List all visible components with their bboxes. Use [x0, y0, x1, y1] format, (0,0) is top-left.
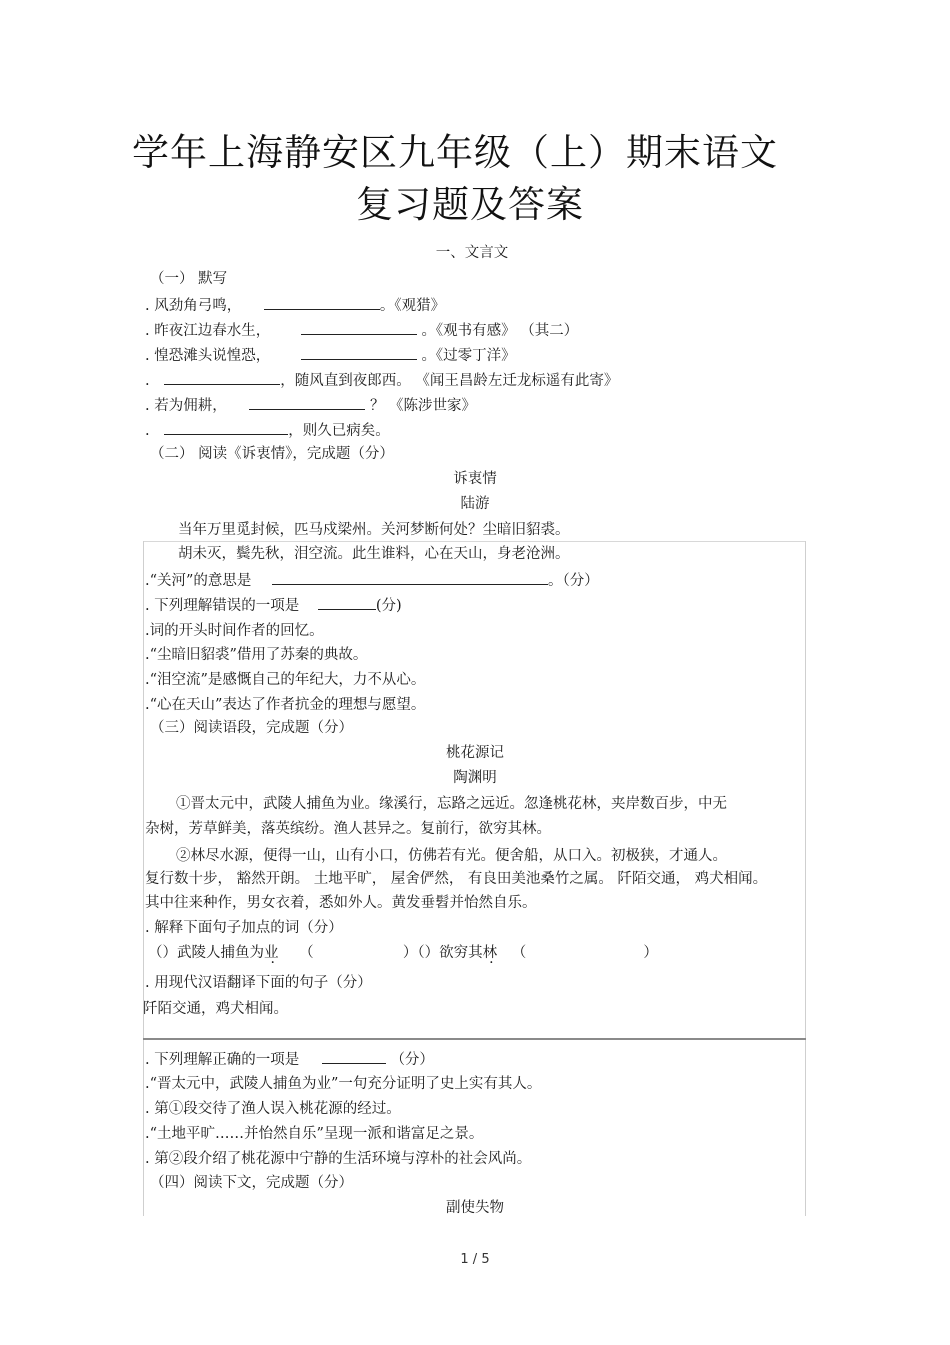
part2-q2	[145, 595, 402, 615]
poem-author: 陆游	[460, 496, 490, 512]
part3-heading: （三）阅读语段，完成题（分）	[150, 720, 353, 736]
q-text-pre: 惶恐滩头说惶恐，	[154, 348, 271, 364]
part3-q2-sentence: 阡陌交通，鸡犬相闻。	[143, 1001, 288, 1017]
q-text-post: ，随风直到夜郎西。 《闻王昌龄左迁龙标遥有此寄》	[280, 373, 619, 389]
paragraph-2-line-1: ②林尽水源，便得一山，山有小口，仿佛若有光。便舍船，从口入。初极狭，才通人。	[176, 848, 727, 864]
q-text-pre: 风劲角弓鸣，	[154, 298, 242, 314]
box-right-rule	[805, 541, 806, 1216]
poem-line-2: 胡未灭，鬓先秋，泪空流。此生谁料，心在天山，身老沧洲。	[178, 546, 570, 562]
answer-blank[interactable]	[322, 1049, 386, 1064]
part3-option-4: . 第②段介绍了桃花源中宁静的生活环境与淳朴的社会风尚。	[145, 1151, 532, 1167]
poem-title: 诉衷情	[453, 471, 497, 487]
section-heading: 一、文言文	[435, 245, 509, 261]
answer-blank[interactable]	[318, 595, 376, 610]
poem-line-1: 当年万里觅封候，匹马戍梁州。关河梦断何处？尘暗旧貂裘。	[178, 522, 570, 538]
paren-left: （	[299, 945, 314, 961]
q-text-post: (分)	[375, 598, 402, 614]
q-text-pre: 若为佣耕，	[154, 398, 227, 414]
answer-blank[interactable]	[164, 370, 280, 385]
q1a-text: （）武陵人捕鱼为	[148, 945, 264, 961]
q-text-post: ，则久已病矣。	[288, 423, 390, 439]
part3-q1-items	[148, 944, 658, 962]
q-text-pre: . 下列理解错误的一项是	[145, 598, 300, 614]
paragraph-2-line-3: 其中往来种作，男女衣着，悉如外人。黄发垂髫并怡然自乐。	[145, 895, 537, 911]
paragraph-1-line-2: 杂树，芳草鲜美，落英缤纷。渔人甚异之。复前行，欲穷其林。	[145, 821, 551, 837]
box-top-rule	[143, 541, 806, 542]
part1-q2	[145, 320, 578, 340]
q-text-pre: 昨夜江边春水生，	[154, 323, 271, 339]
paragraph-1-line-1: ①晋太元中，武陵人捕鱼为业。缘溪行，忘路之远近。忽逢桃花林，夹岸数百步，中无	[176, 796, 727, 812]
q-text-post: ？ 《陈涉世家》	[369, 398, 477, 414]
part3-q1: . 解释下面句子加点的词（分）	[145, 920, 343, 936]
dotted-word: 业	[264, 945, 279, 961]
answer-blank[interactable]	[272, 570, 548, 585]
q-text-post: 。（分）	[548, 573, 599, 589]
part1-heading: （一） 默写	[150, 271, 228, 287]
q-number: .	[145, 298, 150, 314]
text-author: 陶渊明	[453, 770, 497, 786]
part3-option-1: .“晋太元中，武陵人捕鱼为业”一句充分证明了史上实有其人。	[145, 1076, 542, 1092]
paren-right: ）	[643, 945, 658, 961]
page-number: 1 / 5	[460, 1252, 490, 1267]
box-left-rule	[143, 541, 144, 1216]
part3-option-2: . 第①段交待了渔人误入桃花源的经过。	[145, 1101, 401, 1117]
part1-q5	[145, 395, 476, 415]
answer-divider-rule	[143, 1038, 806, 1040]
q-text-post: 。《观书有感》 （其二）	[421, 323, 579, 339]
answer-blank[interactable]	[164, 420, 288, 435]
part3-q3	[145, 1049, 434, 1069]
q-text-pre: .“关河”的意思是	[145, 573, 252, 589]
paragraph-2-line-2: 复行数十步， 豁然开朗。 土地平旷， 屋舍俨然， 有良田美池桑竹之属。 阡陌交通， 鸡犬相闻。	[145, 871, 768, 887]
part1-q3	[145, 345, 516, 365]
q-number: .	[145, 423, 150, 439]
paren-right: ）	[402, 945, 418, 961]
answer-blank[interactable]	[249, 395, 365, 410]
q-text-post: 。《过零丁洋》	[421, 348, 516, 364]
part2-q1	[145, 570, 599, 590]
part1-q4	[145, 370, 618, 390]
part1-q1	[145, 295, 445, 315]
text-title: 桃花源记	[446, 745, 504, 761]
q-number: .	[145, 398, 150, 414]
part2-option-4: .“心在天山”表达了作者抗金的理想与愿望。	[145, 697, 426, 713]
dotted-word: 林	[482, 945, 498, 961]
answer-blank[interactable]	[301, 345, 417, 360]
part2-heading: （二） 阅读《诉衷情》，完成题（分）	[150, 446, 394, 462]
q-text-post: （分）	[390, 1052, 434, 1068]
part3-option-3: .“土地平旷……并怡然自乐”呈现一派和谐富足之景。	[145, 1126, 484, 1142]
q-text-pre: . 下列理解正确的一项是	[145, 1052, 300, 1068]
paren-left: （	[511, 945, 527, 961]
q-text-post: 。《观猎》	[379, 298, 446, 314]
q1b-text: （）欲穷其	[417, 945, 483, 961]
q-number: .	[145, 373, 150, 389]
part2-option-2: .“尘暗旧貂裘”借用了苏秦的典故。	[145, 647, 368, 663]
part2-option-3: .“泪空流”是感慨自己的年纪大，力不从心。	[145, 672, 426, 688]
answer-blank[interactable]	[264, 295, 380, 310]
q-number: .	[145, 323, 150, 339]
answer-blank[interactable]	[301, 320, 417, 335]
document-title-line1: 学年上海静安区九年级（上）期末语文	[132, 131, 778, 174]
part4-heading: （四）阅读下文，完成题（分）	[150, 1175, 353, 1191]
part3-q2: . 用现代汉语翻译下面的句子（分）	[145, 975, 372, 991]
q-number: .	[145, 348, 150, 364]
document-title-line2: 复习题及答案	[356, 183, 584, 226]
part4-text-title: 副使失物	[446, 1200, 504, 1216]
part2-option-1: .词的开头时间作者的回忆。	[145, 623, 324, 639]
part1-q6	[145, 420, 390, 440]
